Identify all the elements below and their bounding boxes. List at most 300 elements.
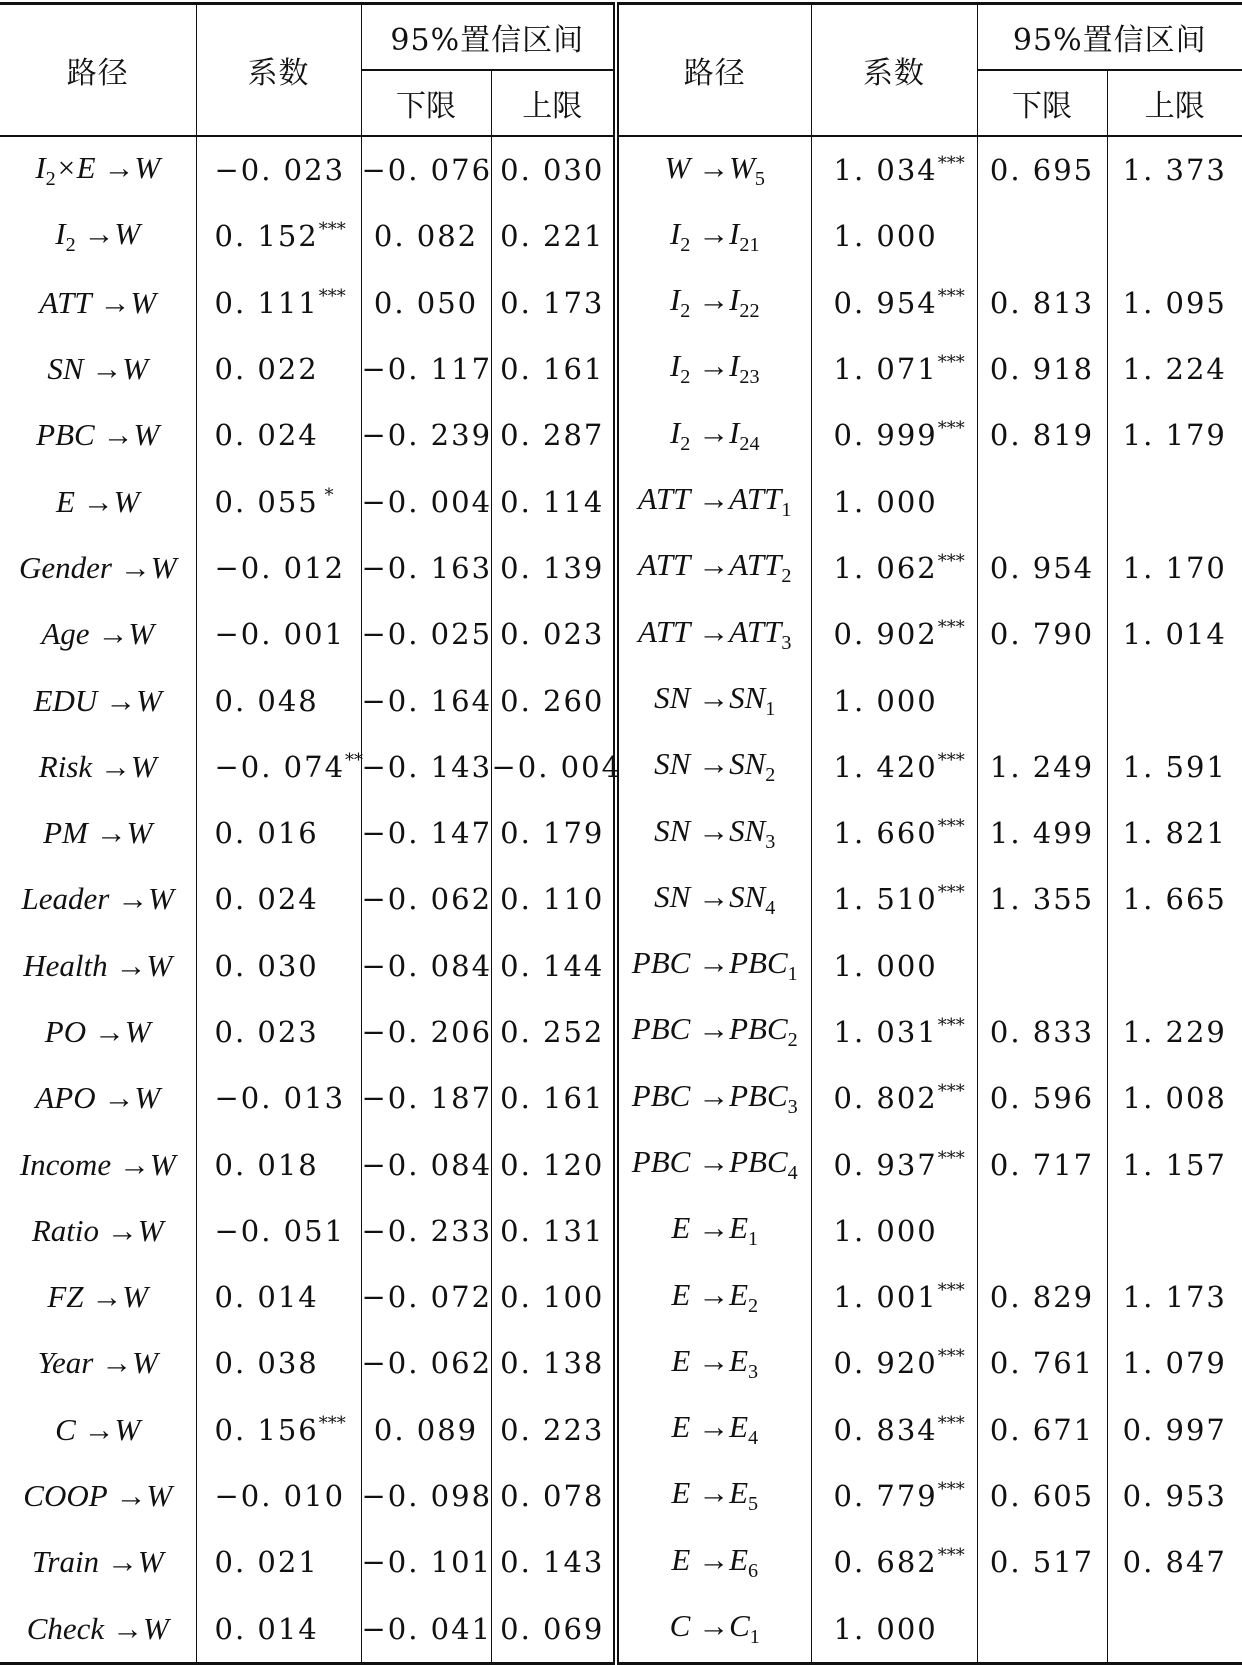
lower-value: −0. 147 [361,816,493,851]
arrow-icon: → [111,1146,150,1182]
lower-value: −0. 084 [361,948,493,983]
left-lower-cell [361,203,491,269]
right-coef-cell [811,1397,977,1463]
right-upper-cell [1107,1397,1242,1463]
lower-value: −0. 143 [361,749,493,784]
coef-value: 1. 660 [833,816,938,851]
table-row [0,1529,1242,1595]
coef-value: 0. 902 [833,617,938,652]
path-to: W [146,947,173,983]
left-lower-cell [361,1131,491,1197]
right-upper-cell [1107,1131,1242,1197]
upper-value: 1. 224 [1122,352,1227,387]
lower-value: −0. 072 [361,1280,493,1315]
left-path-cell [0,1463,196,1529]
path-to: C [729,1608,750,1644]
right-coef-cell [811,1065,977,1131]
lower-value: 0. 605 [989,1479,1095,1514]
arrow-icon: → [107,947,147,983]
arrow-icon: → [83,1279,123,1315]
lower-value: 0. 596 [989,1081,1095,1116]
coef-value: 1. 000 [833,1213,938,1248]
path-to: W [133,417,160,453]
header-coef-right: 系数 [811,4,977,137]
arrow-icon: → [690,679,730,715]
table-row [0,1463,1242,1529]
right-path-cell [616,1596,811,1664]
left-lower-cell [361,136,491,203]
path-from: I [669,215,681,251]
arrow-icon: → [95,149,135,185]
lower-value: −0. 206 [361,1015,493,1049]
path-to: W [122,1279,149,1315]
right-path-cell [616,1463,811,1529]
coef-value: 0. 834 [833,1412,938,1447]
path-from: E [671,1342,691,1378]
coef-value: 1. 000 [833,683,938,718]
table-row [0,203,1242,269]
path-to: SN [729,679,766,715]
left-coef-cell [196,270,361,336]
path-to: SN [729,746,766,782]
path-from: Check [26,1610,105,1646]
left-upper-cell [491,336,616,402]
right-upper-cell [1107,336,1242,402]
path-from: I [669,348,681,384]
lower-value: −0. 084 [361,1147,493,1182]
upper-value: 1. 173 [1122,1280,1227,1315]
right-path-cell [616,1131,811,1197]
coef-value: 1. 510 [833,882,938,917]
left-path-cell [0,667,196,733]
table-row [0,667,1242,733]
left-lower-cell [361,468,491,534]
path-to-sub: 1 [749,1626,760,1649]
left-upper-cell [491,800,616,866]
significance-stars: *** [937,1015,965,1036]
right-upper-cell [1107,136,1242,203]
path-from-sub: 2 [680,234,691,257]
path-from: Income [19,1146,112,1182]
upper-value: 1. 008 [1122,1081,1227,1116]
upper-value: 0. 847 [1122,1545,1227,1580]
header-ci-right: 95%置信区间 [977,4,1242,71]
left-coef-cell [196,734,364,800]
left-upper-cell [491,734,623,800]
left-coef-cell [196,800,361,866]
right-lower-cell [977,203,1107,269]
path-to: ATT [729,547,782,583]
right-path-cell [616,1065,811,1131]
left-path-cell [0,1596,196,1664]
path-from: PBC [631,1144,691,1179]
path-from: Ratio [31,1212,100,1248]
right-upper-cell [1107,601,1242,667]
path-from-sub: 2 [680,300,691,323]
path-to: W [124,1014,151,1049]
significance-stars: *** [937,749,965,771]
path-to-sub: 22 [739,300,760,323]
path-from-sub: 2 [680,432,691,455]
significance-stars: *** [937,352,965,374]
upper-value: 0. 110 [500,882,605,917]
significance-stars: *** [937,1280,965,1302]
path-from: E [671,1475,691,1511]
path-to: W [150,549,177,585]
coef-value: 1. 001 [833,1280,938,1315]
path-from: ATT [638,547,691,583]
arrow-icon: → [690,1541,730,1577]
left-coef-cell [196,203,361,269]
right-lower-cell [977,270,1107,336]
right-upper-cell [1107,203,1242,269]
arrow-icon: → [109,881,149,917]
path-to-sub: 2 [748,1294,759,1317]
right-lower-cell [977,1397,1107,1463]
left-path-cell [0,999,196,1065]
right-upper-cell [1107,800,1242,866]
path-from: ATT [638,481,691,517]
right-lower-cell [977,933,1107,999]
left-lower-cell [361,270,491,336]
path-from: PM [43,815,88,851]
upper-value: 0. 069 [500,1611,605,1646]
coef-value: 0. 018 [214,1147,319,1182]
upper-value: 0. 173 [500,285,605,320]
coef-value: 1. 000 [833,484,938,519]
right-path-cell [616,800,811,866]
left-upper-cell [491,1397,616,1463]
coef-value: 0. 999 [833,418,938,453]
upper-value: 1. 079 [1122,1346,1227,1381]
path-from: Leader [21,881,110,917]
arrow-icon: → [74,483,114,519]
path-to: ATT [729,481,782,517]
right-upper-cell [1107,535,1242,601]
lower-value: −0. 164 [361,683,493,718]
path-to-sub: 21 [739,234,760,257]
path-to-sub: 6 [748,1559,759,1582]
right-upper-cell [1107,1463,1242,1529]
arrow-icon: → [91,284,131,320]
left-coef-cell [196,1330,361,1396]
path-to-sub: 4 [765,897,776,919]
right-upper-cell [1107,1330,1242,1396]
path-from: Age [41,616,90,652]
left-coef-cell [196,1198,361,1264]
table-row [0,601,1242,667]
lower-value: 0. 819 [989,418,1095,453]
coef-value: 1. 071 [833,352,938,387]
lower-value: 0. 695 [989,153,1095,188]
table-row [0,1596,1242,1664]
left-upper-cell [491,667,616,733]
coef-value: 1. 000 [833,948,938,983]
lower-value: 0. 790 [989,617,1095,652]
left-lower-cell [361,1463,491,1529]
arrow-icon: → [690,812,730,848]
arrow-icon: → [104,1610,143,1646]
right-lower-cell [977,1330,1107,1396]
left-path-cell [0,1529,196,1595]
path-to: PBC [729,1011,788,1047]
left-path-cell [0,1065,196,1131]
table-row [0,468,1242,534]
lower-value: 0. 954 [989,550,1095,585]
right-path-cell [616,1198,811,1264]
path-to-sub: 5 [748,1493,759,1516]
significance-stars: *** [937,882,965,904]
header-path-left: 路径 [0,4,196,137]
header-lower-left: 下限 [361,70,491,136]
path-to-sub: 2 [781,565,792,588]
arrow-icon: → [99,1544,138,1580]
left-coef-cell [196,667,361,733]
path-from: PBC [631,1077,691,1113]
upper-value: 0. 144 [500,948,605,983]
right-coef-cell [811,1264,977,1330]
left-lower-cell [361,1330,491,1396]
arrow-icon: → [86,1014,125,1049]
path-to: W [134,149,161,185]
left-lower-cell [361,535,491,601]
coef-value: −0. 010 [214,1479,346,1514]
path-to: E [729,1276,749,1312]
path-to: SN [729,878,766,914]
left-path-cell [0,866,196,932]
path-from: PBC [631,945,691,981]
right-lower-cell [977,535,1107,601]
path-mid: ×E [55,149,96,185]
right-path-cell [616,866,811,932]
upper-value: 0. 260 [500,683,605,718]
path-from: FZ [47,1279,84,1315]
coef-value: 0. 038 [214,1346,319,1381]
right-lower-cell [977,1529,1107,1595]
left-coef-cell [196,999,361,1065]
left-path-cell [0,136,196,203]
coef-value: 0. 021 [214,1545,319,1580]
path-from: E [671,1409,691,1445]
upper-value: 0. 131 [500,1213,605,1248]
path-to: PBC [729,1144,788,1179]
left-path-cell [0,933,196,999]
left-coef-cell [196,866,361,932]
arrow-icon: → [690,481,730,517]
lower-value: −0. 163 [361,550,493,585]
path-from: COOP [23,1478,108,1514]
table-row [0,999,1242,1065]
coef-value: −0. 012 [214,550,346,585]
lower-value: 0. 082 [373,219,479,254]
significance-stars: *** [937,1081,965,1103]
arrow-icon: → [690,613,730,649]
arrow-icon: → [690,1409,730,1445]
left-coef-cell [196,402,361,468]
arrow-icon: → [690,348,730,384]
left-upper-cell [491,1596,616,1664]
coef-value: 0. 937 [833,1147,938,1182]
coef-value: 1. 031 [833,1015,938,1049]
path-to-sub: 24 [739,432,760,455]
path-to: E [729,1210,749,1246]
arrow-icon: → [690,547,730,583]
left-path-cell [0,203,196,269]
path-to: W [114,1411,141,1447]
path-from: SN [654,812,691,848]
left-upper-cell [491,1065,616,1131]
path-to-sub: 1 [748,1228,759,1251]
right-upper-cell [1107,999,1242,1065]
left-coef-cell [196,1596,361,1664]
right-path-cell [616,1529,811,1595]
upper-value: 0. 120 [500,1147,605,1182]
lower-value: −0. 101 [361,1545,493,1580]
coef-value: 0. 682 [833,1545,938,1580]
right-lower-cell [977,667,1107,733]
coef-value: −0. 074 [214,749,346,784]
upper-value: 1. 665 [1122,882,1227,917]
arrow-icon: → [89,616,129,652]
header-upper-left: 上限 [491,70,616,136]
left-lower-cell [361,402,491,468]
path-to: E [729,1475,749,1511]
right-upper-cell [1107,667,1242,733]
right-path-cell [616,999,811,1065]
significance-stars: *** [937,1412,965,1434]
header-upper-right: 上限 [1144,89,1205,124]
coef-value: 0. 024 [214,882,319,917]
coef-value: 0. 779 [833,1479,938,1514]
significance-stars: ** [345,749,364,771]
right-path-cell [616,402,811,468]
path-to-sub: 3 [787,1095,798,1118]
lower-value: −0. 062 [361,1346,493,1381]
left-upper-cell [491,136,616,203]
arrow-icon: → [83,351,123,387]
path-from: SN [654,679,691,715]
lower-value: −0. 098 [361,1479,493,1514]
arrow-icon: → [690,1342,730,1378]
left-lower-cell [361,336,491,402]
left-coef-cell [196,1131,361,1197]
right-path-cell [616,535,811,601]
right-path-cell [616,468,811,534]
upper-value: 0. 100 [500,1280,605,1315]
right-lower-cell [977,866,1107,932]
lower-value: 0. 671 [989,1412,1095,1447]
header-coef-left: 系数 [196,4,361,137]
lower-value: 0. 761 [989,1346,1095,1381]
lower-value: 0. 833 [989,1015,1095,1049]
upper-value: 0. 223 [500,1412,605,1447]
table-body [0,136,1242,1663]
path-from: ATT [39,284,92,320]
table-row [0,336,1242,402]
upper-value: 0. 023 [500,617,605,652]
lower-value: −0. 004 [361,484,493,519]
path-to: W [130,748,157,784]
coef-value: −0. 051 [214,1213,346,1248]
right-upper-cell [1107,468,1242,534]
coef-value: 0. 156 [214,1412,319,1447]
left-lower-cell [361,866,491,932]
left-path-cell [0,270,196,336]
arrow-icon: → [75,215,115,251]
table-row [0,535,1242,601]
left-coef-cell [196,933,361,999]
upper-value: 0. 221 [500,219,605,254]
left-upper-cell [491,1463,616,1529]
upper-value: 1. 179 [1122,418,1227,453]
arrow-icon: → [690,878,730,914]
path-to-sub: 3 [781,631,792,654]
path-to-sub: 1 [781,499,792,522]
left-path-cell [0,1264,196,1330]
table-row [0,933,1242,999]
path-to-sub: 1 [765,698,776,721]
right-upper-cell [1107,933,1242,999]
arrow-icon: → [690,1475,730,1511]
coef-value: 0. 802 [833,1081,938,1116]
right-coef-cell [811,1596,977,1664]
significance-stars: *** [937,1346,965,1368]
arrow-icon: → [690,282,730,318]
path-to: W [137,1544,164,1580]
left-path-cell [0,1330,196,1396]
upper-value: 0. 138 [500,1346,605,1381]
left-coef-cell [196,535,361,601]
right-lower-cell [977,468,1107,534]
upper-value: 0. 161 [500,352,605,387]
path-from: SN [47,351,84,387]
table-row [0,1131,1242,1197]
right-lower-cell [977,136,1107,203]
significance-stars: *** [937,1479,965,1501]
arrow-icon: → [111,549,151,585]
path-to: W [126,815,153,851]
path-from: Gender [18,549,112,585]
lower-value: −0. 062 [361,882,493,917]
coef-value: 0. 030 [214,948,319,983]
left-lower-cell [361,1397,491,1463]
path-to: I [729,215,740,251]
upper-value: 0. 139 [500,550,605,585]
lower-value: −0. 117 [361,352,493,387]
path-from: SN [654,878,691,914]
upper-value: 0. 114 [500,484,605,519]
left-lower-cell [361,999,491,1065]
arrow-icon: → [97,682,137,718]
right-upper-cell [1107,1264,1242,1330]
significance-stars: *** [937,816,965,838]
left-lower-cell [361,667,491,733]
arrow-icon: → [94,417,134,453]
path-from-sub: 2 [680,366,691,389]
significance-stars: *** [318,219,346,241]
path-from: I [55,215,66,251]
left-upper-cell [491,270,616,336]
arrow-icon: → [690,414,730,450]
table-row [0,866,1242,932]
right-coef-cell [811,601,977,667]
arrow-icon: → [95,1080,135,1116]
lower-value: −0. 025 [361,617,493,652]
left-coef-cell [196,1463,361,1529]
path-to: W [130,284,157,320]
left-coef-cell [196,336,361,402]
coef-value: 0. 024 [214,418,319,453]
